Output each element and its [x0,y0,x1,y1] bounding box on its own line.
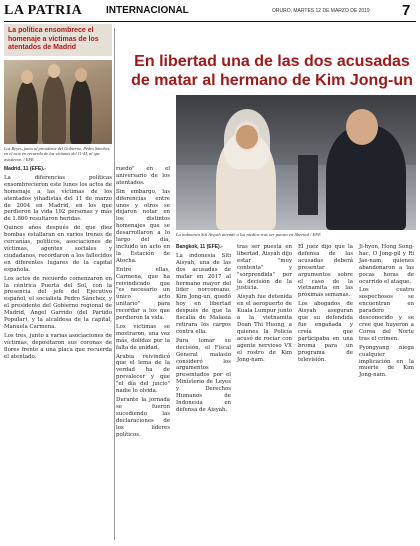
main-story-paragraph: Los abogados de Aisyah aseguran que su defendida fue engañada y creía que participaba en una broma para un programa de televisión. [298,301,353,363]
left-story-dateline: Madrid, 11 (EFE).- [4,166,46,172]
middle-column-paragraph: Durante la jornada se fueron sucediendo las declaraciones de los líderes políticos. [116,397,170,438]
main-story-paragraph: La indonesia Siti Aisyah, una de las dos acusadas de matar en 2017 al hermano mayor del líder norcoreano, Kim Jong-un, quedó hoy en libertad después de que la fiscalía de Malasia retirara los cargos contra ella. [176,252,231,335]
main-story-column [359,244,414,381]
masthead [0,0,420,22]
main-story-paragraph: tras ser puesta en libertad, Aisyah dijo estar "muy contenta" y "sorprendida" por la decisión de la justicia. [237,244,292,292]
main-story-headline: En libertad una de las dos acusadas de matar al hermano de Kim Jong-un [131,53,413,89]
left-story-headline-box [4,24,112,56]
middle-column-paragraph: Sin embargo, las diferencias entre unos y otros se dejaron notar en los distintos homenajes que se desarrollaron a lo largo del día, incluido un acto en la Estación de Atocha. [116,188,170,264]
middle-column [116,166,170,440]
left-story-column [4,166,112,362]
left-story-paragraph: Los actos de recuerdo comenzaron en la céntrica Puerta del Sol, con la presencia del jefe del Ejecutivo español, el socialista Pedro Sánchez, y el presidente del Gobierno regional de Madrid, Ángel Garrido (del Partido Popular), y la alcaldesa de la capital, Manuela Carmena. [4,275,112,330]
main-story-paragraph: Aisyah fue detenida en el aeropuerto de Kuala Lumpur junto a la vietnamita Doan Thi Huong, a quienes la Policía acusó de rociar con agente nervioso VX el rostro de Kim Jong-nam. [237,294,292,363]
middle-column-paragraph: Arabia reivindicó que el lema de la verdad ha de prevalecer y que "el día del juicio" nadie lo olvida. [116,353,170,395]
left-story-paragraph: Quince años después de que diez bombas estallaran en varios trenes de cercanías, políticos, asociaciones de víctimas, agentes sociales y ciudadanos, recordaron a los fallecidos en diferentes lugares de la capital española. [4,225,112,273]
section-title: INTERNACIONAL [106,5,189,16]
left-story-photo [4,60,112,144]
main-story-paragraph: Ji-hyon, Hong Song-hac, O Jong-gil y Ri Jae-nam, quienes abandonaron a las pocas horas de ocurrido el ataque. [359,244,414,285]
masthead-rule [4,21,416,22]
left-story-paragraph: La diferencias políticas ensombrecieron este lunes los actos de homenaje a las víctimas de los atentados yihadistas del 11 de marzo de 2004 en Madrid, en los que perdieron la vida 192 personas y más de 1.800 resultaron heridas. [4,174,112,223]
main-story-photo [176,95,416,230]
column-divider [114,28,115,540]
issue-dateline: ORURO, MARTES 12 DE MARZO DE 2019 [272,8,370,14]
main-story-paragraph: El juez dijo que la defensa de las acusadas deberá presentar argumentos sobre el caso de la vietnamita en las próximas semanas. [298,244,353,299]
main-story-dateline: Bangkok, 11 (EFE).- [176,244,223,250]
newspaper-logo: LA PATRIA [4,3,83,18]
page-number: 7 [402,2,411,19]
middle-column-paragraph: ruedo" en el aniversario de los atentados. [116,166,170,186]
middle-column-paragraph: Los víctimas se mostraron, una vez más, dolidas por la falta de unidad. [116,323,170,351]
left-story-photo-caption: Los Reyes, junto al presidente del Gobierno, Pedro Sánchez, en el acto en recuerdo de las víctimas del 11-M, al que asistieron. / EFE [4,146,111,162]
left-story-headline: La política ensombrece el homenaje a víctimas de los atentados de Madrid [8,27,99,51]
left-story-paragraph: Los tres, junto a varias asociaciones de víctimas, depositaron sus coronas de flores frente a una placa que recuerda el atentado. [4,332,112,360]
main-story-column [298,244,353,365]
main-story-column [237,244,292,365]
middle-column-paragraph: Entre ellas, Carmena, que ha reivindicado que "es necesario un único acto unitario" para recordar a los que perdieron la vida. [116,266,170,322]
main-story-photo-caption: La indonesia Siti Aisyah atiende a los medios tras ser puesta en libertad / EFE [176,232,321,237]
main-story-paragraph: Pyongyang niega cualquier implicación en la muerte de Kim Jong-nam. [359,344,414,379]
main-story-paragraph: Para tomar su decisión, el Fiscal General malasio consideró los argumentos presentados por el Ministerio de Leyes y Derechos Humanos de Indonesia en defensa de Aisyah. [176,337,231,413]
main-story-column [176,244,231,416]
main-story-paragraph: Los cuatro sospechosos se encuentran en paradero desconocido y se cree que huyeron a Corea del Norte tras el crimen. [359,287,414,342]
